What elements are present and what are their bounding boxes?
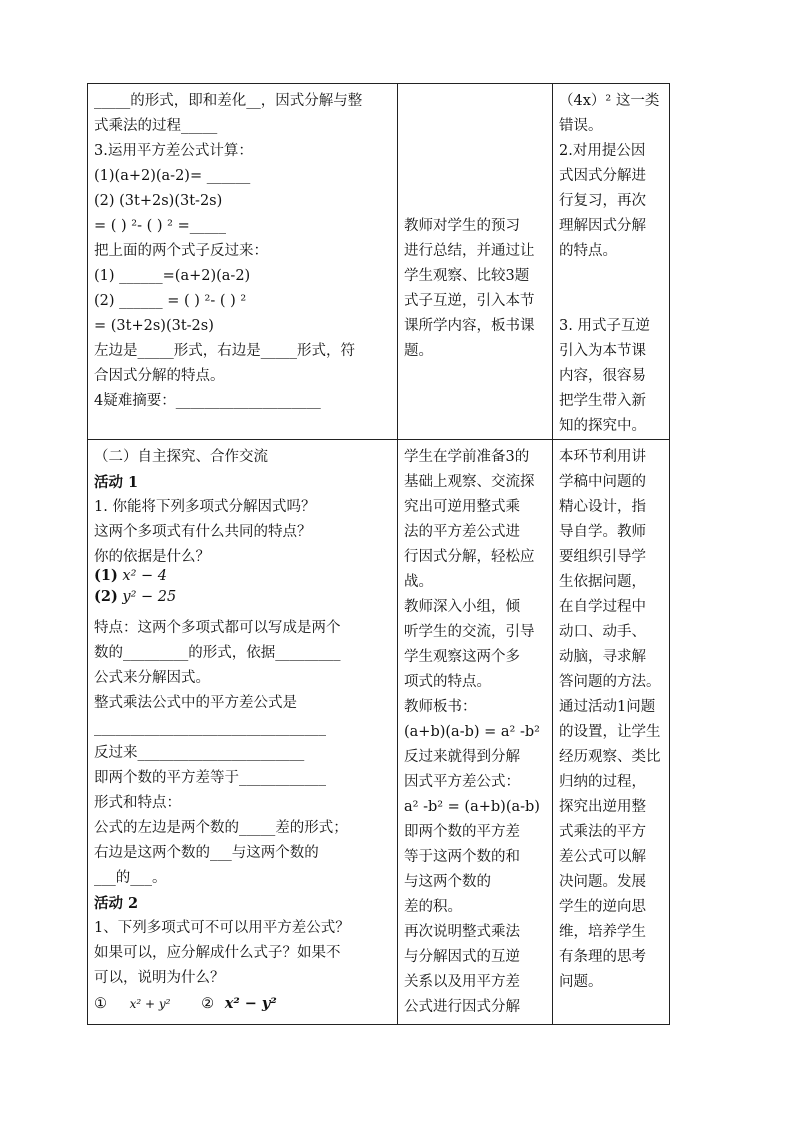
text-line: 如果可以，应分解成什么式子？如果不: [94, 945, 341, 961]
text-line: 知的探究中。: [559, 418, 646, 434]
text-line: (1) ______=(a+2)(a-2): [94, 268, 251, 284]
text-line: 基础上观察、交流探: [404, 474, 535, 490]
table-row: [88, 84, 670, 440]
text-line: (a+b)(a-b) = a² -b²: [404, 724, 540, 740]
text-line: 关系以及用平方差: [404, 974, 520, 990]
text-line: 特点：这两个多项式都可以写成是两个: [94, 620, 341, 636]
text-line: 经历观察、类比: [559, 749, 661, 765]
row1-right-cell: [553, 84, 670, 440]
right-notes-a: [559, 89, 663, 264]
activity2-expressions: ① x² + y² ② x² − y²: [94, 995, 277, 1012]
text-line: 式乘法的过程_____: [94, 118, 218, 134]
text-line: 引入为本节课: [559, 343, 646, 359]
text-line: 式子互逆，引入本节: [404, 293, 535, 309]
text-line: 内容，很容易: [559, 368, 646, 384]
text-line: 动口、动手、: [559, 624, 646, 640]
text-line: 1、下列多项式可不可以用平方差公式？: [94, 920, 350, 936]
text-line: 答问题的方法。: [559, 674, 661, 690]
text-line: 维，培养学生: [559, 924, 646, 940]
text-line: 因式平方差公式：: [404, 774, 520, 790]
text-line: _____的形式，即和差化__，因式分解与整: [94, 93, 363, 109]
text-line: 精心设计，指: [559, 499, 646, 515]
text-line: 差的积。: [404, 899, 462, 915]
text-line: 探究出逆用整: [559, 799, 646, 815]
row2-middle-cell: [398, 440, 553, 1025]
text-line: 整式乘法公式中的平方差公式是: [94, 695, 297, 711]
text-line: 1. 你能将下列多项式分解因式吗？: [94, 499, 316, 515]
text-line: 学生观察、比较3题: [404, 268, 530, 284]
text-line: a² -b² = (a+b)(a-b): [404, 799, 540, 815]
text-line: 合因式分解的特点。: [94, 368, 225, 384]
text-line: 这两个多项式有什么共同的特点？: [94, 524, 312, 540]
text-line: 式因式分解进: [559, 168, 646, 184]
text-line: 学生观察这两个多: [404, 649, 520, 665]
text-line: 错误。: [559, 118, 603, 134]
text-line: 教师对学生的预习: [404, 218, 520, 234]
text-line: 教师板书：: [404, 699, 477, 715]
text-line: 行因式分解，轻松应: [404, 549, 535, 565]
row1-left-cell: [88, 84, 398, 440]
text-line: 2.对用提公因: [559, 143, 646, 159]
text-line: 3. 用式子互逆: [559, 318, 650, 334]
text-line: 学稿中问题的: [559, 474, 646, 490]
text-line: 战。: [404, 574, 433, 590]
text-line: 即两个数的平方差等于____________: [94, 770, 326, 786]
row1-middle-cell: [398, 84, 553, 440]
text-line: 把学生带入新: [559, 393, 646, 409]
text-line: (2) ______ = ( ) ²- ( ) ²: [94, 293, 247, 309]
text-line: ___的___。: [94, 870, 167, 886]
text-line: 数的_________的形式，依据_________: [94, 645, 341, 661]
text-line: ________________________________: [94, 720, 326, 736]
text-line: 等于这两个数的和: [404, 849, 520, 865]
activity1-title: 活动 1: [94, 474, 139, 491]
text-line: 问题。: [559, 974, 603, 990]
text-line: 左边是_____形式，右边是_____形式，符: [94, 343, 355, 359]
right-notes-b: [559, 314, 663, 439]
text-line: 公式进行因式分解: [404, 999, 520, 1015]
text-line: 导自学。教师: [559, 524, 646, 540]
table-row: [88, 440, 670, 1025]
text-line: 可以，说明为什么？: [94, 970, 225, 986]
text-line: 归纳的过程，: [559, 774, 646, 790]
text-line: 项式的特点。: [404, 674, 491, 690]
text-line: 决问题。发展: [559, 874, 646, 890]
text-line: (2) (3t+2s)(3t-2s): [94, 193, 223, 209]
text-line: 课所学内容，板书课: [404, 318, 535, 334]
text-line: 式乘法的平方: [559, 824, 646, 840]
expression-2: (2) y² − 25: [94, 588, 177, 605]
text-line: 要组织引导学: [559, 549, 646, 565]
text-line: 教师深入小组，倾: [404, 599, 520, 615]
activity1-features: [94, 616, 391, 891]
text-line: 再次说明整式乘法: [404, 924, 520, 940]
text-line: 3.运用平方差公式计算：: [94, 143, 253, 159]
text-line: 题。: [404, 343, 433, 359]
text-line: 公式来分解因式。: [94, 670, 210, 686]
lesson-plan-table: [87, 83, 670, 1025]
text-line: 究出可逆用整式乘: [404, 499, 520, 515]
text-line: (1)(a+2)(a-2)= ______: [94, 168, 251, 184]
text-line: 在自学过程中: [559, 599, 646, 615]
text-line: 法的平方差公式进: [404, 524, 520, 540]
text-line: 有条理的思考: [559, 949, 646, 965]
text-line: 你的依据是什么？: [94, 549, 210, 565]
text-line: 与分解因式的互逆: [404, 949, 520, 965]
text-line: 听学生的交流，引导: [404, 624, 535, 640]
text-line: 反过来就得到分解: [404, 749, 520, 765]
text-line: 4疑难摘要：____________________: [94, 393, 321, 409]
activity2-title: 活动 2: [94, 895, 139, 912]
text-line: = ( ) ²- ( ) ² =_____: [94, 218, 226, 234]
text-line: 理解因式分解: [559, 218, 646, 234]
text-line: 本环节利用讲: [559, 449, 646, 465]
text-line: 的特点。: [559, 243, 617, 259]
row2-left-cell: [88, 440, 398, 1025]
text-line: 差公式可以解: [559, 849, 646, 865]
text-line: 右边是这两个数的___与这两个数的: [94, 845, 319, 861]
text-line: 学生的逆向思: [559, 899, 646, 915]
activity2-questions: [94, 916, 391, 991]
text-line: （4x）² 这一类: [559, 93, 660, 109]
row2-right-cell: [553, 440, 670, 1025]
text-line: 即两个数的平方差: [404, 824, 520, 840]
text-line: 与这两个数的: [404, 874, 491, 890]
expression-1: (1) x² − 4: [94, 567, 168, 584]
section-title: （二）自主探究、合作交流: [94, 449, 268, 465]
text-line: 公式的左边是两个数的_____差的形式；: [94, 820, 348, 836]
text-line: = (3t+2s)(3t-2s): [94, 318, 214, 334]
text-line: 通过活动1问题: [559, 699, 656, 715]
text-line: 把上面的两个式子反过来：: [94, 243, 268, 259]
text-line: 学生在学前准备3的: [404, 449, 530, 465]
text-line: 行复习，再次: [559, 193, 646, 209]
text-line: 进行总结，并通过让: [404, 243, 535, 259]
text-line: 反过来_______________________: [94, 745, 305, 761]
activity1-questions: [94, 495, 391, 570]
text-line: 的设置，让学生: [559, 724, 661, 740]
text-line: 形式和特点：: [94, 795, 181, 811]
text-line: 生依据问题，: [559, 574, 646, 590]
text-line: 动脑，寻求解: [559, 649, 646, 665]
